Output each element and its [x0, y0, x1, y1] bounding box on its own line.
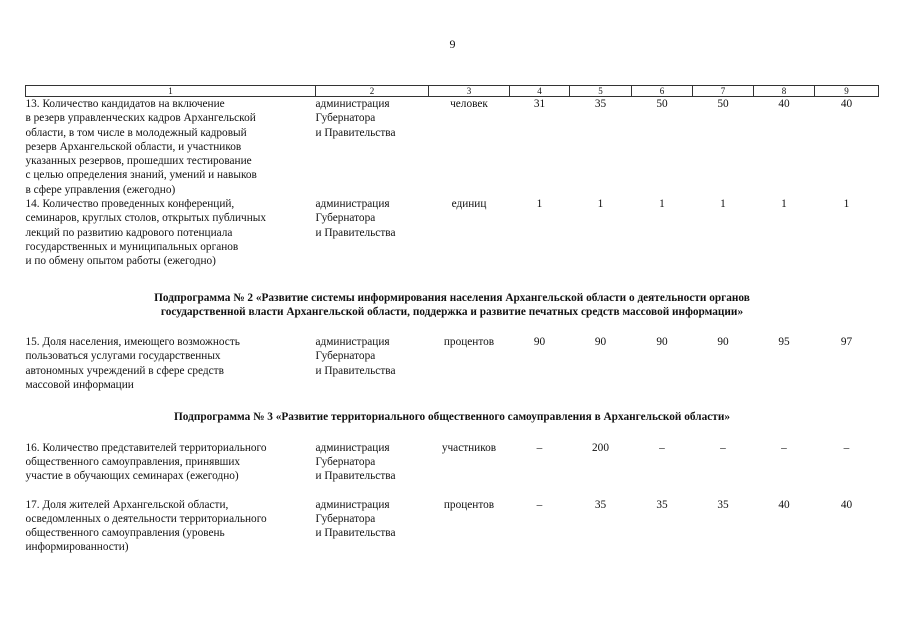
indicator-row [26, 197, 879, 280]
value-col-7: 50 [717, 98, 729, 110]
value-col-8: 95 [778, 336, 790, 349]
indicator-row [26, 492, 879, 555]
text-line: семинаров, круглых столов, открытых публичных [25, 212, 266, 225]
table-body [26, 97, 879, 555]
unit: единиц [451, 198, 487, 211]
subprogram-title [26, 281, 879, 330]
text-line: Подпрограмма № 3 «Развитие территориального общественного самоуправления в Архангельской области» [174, 411, 730, 424]
text-line: Подпрограмма № 2 «Развитие системы информирования населения Архангельской области о деятельности органов [154, 291, 750, 304]
value-col-4: – [536, 441, 543, 454]
indicator-name [26, 329, 316, 400]
text-line: области, в том числе в молодежный кадровый [25, 126, 247, 139]
value-col-6: – [659, 441, 665, 454]
column-number-7: 7 [693, 86, 754, 97]
text-line: лекций по развитию кадрового потенциала [25, 226, 233, 239]
subprogram-heading-row [26, 400, 879, 434]
text-line: автономных учреждений в сфере средств [25, 364, 224, 377]
unit: процентов [443, 498, 495, 511]
text-line: Губернатора [315, 512, 376, 525]
value-col-5: 200 [592, 441, 609, 454]
value-col-4: 31 [533, 98, 546, 110]
text-line: 16. Количество представителей территориального [25, 441, 267, 454]
executor [316, 329, 429, 400]
value-col-9: 1 [843, 198, 850, 211]
column-number-1: 1 [26, 86, 316, 97]
page-number: 9 [449, 37, 456, 51]
indicator-row [26, 329, 879, 400]
text-line: информированности) [25, 541, 129, 554]
text-line: и Правительства [315, 527, 396, 540]
executor [316, 492, 429, 555]
value-col-6: 50 [656, 98, 668, 110]
column-number-8: 8 [754, 86, 815, 97]
text-line: и Правительства [315, 364, 396, 377]
indicator-name [26, 97, 316, 198]
column-number-9: 9 [815, 86, 879, 97]
value-col-9: 97 [840, 336, 853, 349]
text-line: Губернатора [315, 350, 376, 363]
text-line: государственной власти Архангельской области, поддержка и развитие печатных средств массовой информации» [160, 305, 744, 318]
text-line: и по обмену опытом работы (ежегодно) [25, 255, 216, 268]
text-line: общественного самоуправления, принявших [25, 455, 241, 468]
unit: процентов [443, 336, 495, 349]
indicator-name [26, 492, 316, 555]
column-number-3: 3 [429, 86, 510, 97]
value-col-8: 40 [778, 98, 790, 110]
value-col-9: – [843, 441, 850, 454]
text-line: администрация [315, 498, 390, 511]
text-line: государственных и муниципальных органов [25, 240, 239, 253]
value-col-5: 1 [597, 198, 604, 211]
text-line: 17. Доля жителей Архангельской области, [25, 498, 229, 511]
text-line: администрация [315, 198, 390, 211]
text-line: резерв Архангельской области, и участников [25, 140, 242, 153]
value-col-5: 35 [594, 498, 607, 511]
value-col-8: – [781, 441, 787, 454]
value-col-9: 40 [840, 98, 853, 110]
value-col-8: 40 [778, 498, 790, 511]
executor [316, 435, 429, 492]
value-col-7: 1 [720, 198, 726, 211]
column-number-4: 4 [510, 86, 570, 97]
executor [316, 197, 429, 280]
text-line: с целью определения знаний, умений и навыков [25, 169, 257, 182]
indicator-name [26, 197, 316, 280]
column-number-2: 2 [316, 86, 429, 97]
text-line: Губернатора [315, 112, 376, 125]
text-line: администрация [315, 336, 390, 349]
indicators-table [25, 85, 879, 555]
text-line: в резерв управленческих кадров Архангельской [25, 112, 256, 125]
value-col-8: 1 [781, 198, 787, 211]
text-line: и Правительства [315, 126, 396, 139]
text-line: и Правительства [315, 470, 396, 483]
indicator-row [26, 435, 879, 492]
subprogram-title [26, 400, 879, 434]
value-col-5: 90 [594, 336, 607, 349]
text-line: указанных резервов, прошедших тестирование [25, 155, 252, 168]
unit: участников [441, 441, 497, 454]
column-number-row [26, 86, 879, 97]
text-line: участие в обучающих семинарах (ежегодно) [25, 470, 239, 483]
text-line: администрация [315, 441, 390, 454]
text-line: 15. Доля населения, имеющего возможность [25, 336, 240, 349]
value-col-6: 35 [656, 498, 668, 511]
indicator-row [26, 97, 879, 198]
value-col-6: 1 [659, 198, 665, 211]
text-line: администрация [315, 98, 390, 110]
subprogram-heading-row [26, 281, 879, 330]
text-line: Губернатора [315, 212, 376, 225]
executor [316, 97, 429, 198]
value-col-4: 1 [536, 198, 543, 211]
column-number-5: 5 [570, 86, 632, 97]
value-col-7: 35 [717, 498, 729, 511]
text-line: пользоваться услугами государственных [25, 350, 221, 363]
text-line: 14. Количество проведенных конференций, [25, 198, 235, 211]
value-col-9: 40 [840, 498, 853, 511]
value-col-4: – [536, 498, 543, 511]
text-line: массовой информации [25, 379, 134, 392]
value-col-4: 90 [533, 336, 546, 349]
text-line: 13. Количество кандидатов на включение [25, 98, 225, 110]
value-col-7: – [720, 441, 726, 454]
text-line: в сфере управления (ежегодно) [25, 183, 176, 196]
unit: человек [450, 98, 488, 110]
value-col-6: 90 [656, 336, 668, 349]
text-line: Губернатора [315, 455, 376, 468]
value-col-5: 35 [594, 98, 607, 110]
column-number-6: 6 [632, 86, 693, 97]
text-line: осведомленных о деятельности территориального [25, 512, 267, 525]
text-line: общественного самоуправления (уровень [25, 527, 225, 540]
value-col-7: 90 [717, 336, 729, 349]
text-line: и Правительства [315, 226, 396, 239]
indicator-name [26, 435, 316, 492]
